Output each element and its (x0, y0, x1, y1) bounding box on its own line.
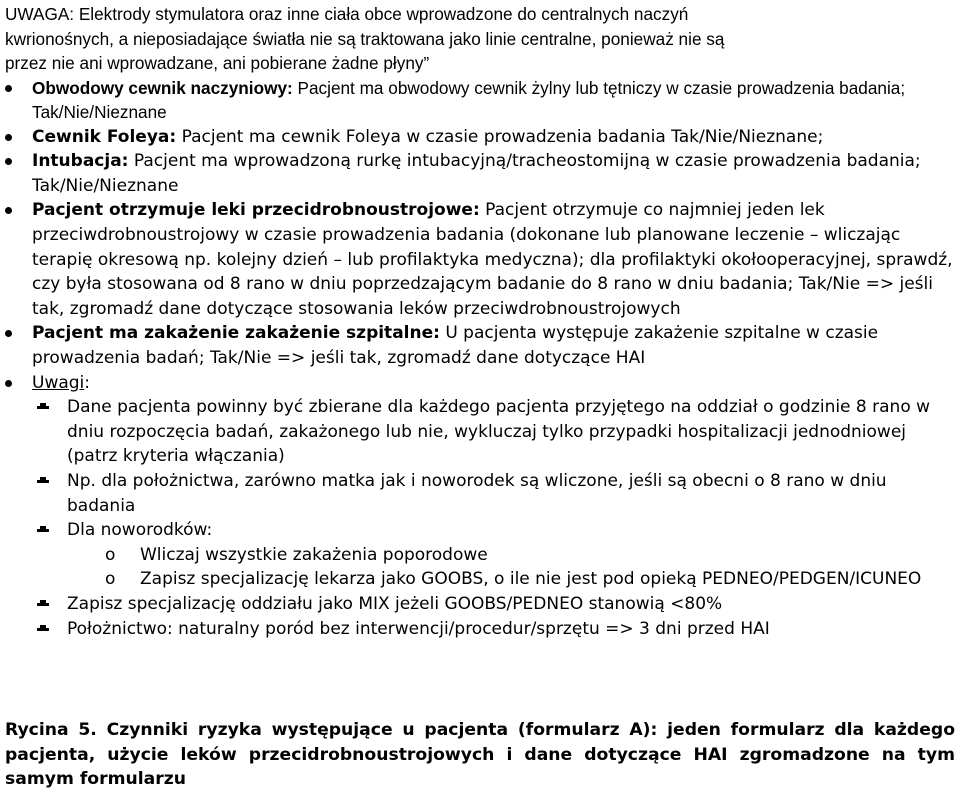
bullet-term: Pacjent ma zakażenie zakażenie szpitalne: (32, 323, 440, 344)
square-bullet-icon (40, 625, 46, 631)
bullet-dot-icon (5, 207, 12, 214)
note-item (5, 469, 960, 518)
bullet-text: Pacjent ma cewnik Foleya w czasie prowadzenia badania Tak/Nie/Nieznane; (176, 126, 824, 147)
bullet-list (5, 76, 960, 642)
circle-bullet-mark: o (105, 569, 116, 590)
bullet-text: Pacjent ma obwodowy cewnik żylny lub tętniczy w czasie prowadzenia badania; Tak/Nie/Nieznane (32, 77, 906, 123)
bullet-item-uwagi (5, 371, 960, 396)
bullet-dot-icon (5, 380, 12, 387)
sub-note-item (5, 543, 960, 568)
intro-note (5, 0, 960, 76)
note-item (5, 395, 960, 469)
sub-note-text: Wliczaj wszystkie zakażenia poporodowe (140, 544, 488, 565)
uwagi-colon: : (84, 372, 91, 393)
square-bullet-icon (40, 403, 46, 409)
bullet-dot-icon (5, 134, 12, 141)
bullet-text: Pacjent otrzymuje co najmniej jeden lek przeciwdrobnoustrojowy w czasie prowadzenia badania (dokonane lub planowane leczenie – wliczając terapię okresową np. kolejny dzień – lub profilaktyka medyczna); dla profilaktyki okołooperacyjnej, sprawdź, czy była stosowana od 8 rano w dniu poprzedzającym badanie do 8 rano w dniu badania; Tak/Nie => jeśli tak, zgromadź dane dotyczące stosowania leków przeciwdrobnoustrojowych (32, 200, 953, 319)
bullet-term: Obwodowy cewnik naczyniowy: (32, 77, 293, 98)
intro-line: przez nie ani wprowadzane, ani pobierane żadne płyny” (5, 53, 430, 73)
bullet-item-cewnik-foleya (5, 125, 960, 150)
figure-caption: Rycina 5. Czynniki ryzyka występujące u pacjenta (formularz A): jeden formularz dla każdego pacjenta, użycie leków przecidrobnoustrojowych i dane dotyczące HAI zgromadzone na tym samym formularzu (5, 720, 955, 790)
note-item (5, 617, 960, 642)
uwagi-label: Uwagi (32, 372, 85, 393)
document-page (5, 0, 960, 641)
square-bullet-icon (40, 600, 46, 606)
note-item (5, 518, 960, 543)
bullet-term: Cewnik Foleya: (32, 126, 177, 147)
bullet-text: Pacjent ma wprowadzoną rurkę intubacyjną/tracheostomijną w czasie prowadzenia badania; Tak/Nie/Nieznane (32, 151, 921, 196)
bullet-term: Intubacja: (32, 151, 129, 172)
bullet-item-leki (5, 198, 960, 321)
bullet-term: Pacjent otrzymuje leki przecidrobnoustrojowe: (32, 200, 480, 221)
square-bullet-icon (40, 477, 46, 483)
bullet-item-zakazenie (5, 321, 960, 370)
bullet-dot-icon (5, 330, 12, 337)
circle-bullet-mark: o (105, 544, 116, 565)
bullet-item-intubacja (5, 149, 960, 198)
note-item (5, 592, 960, 617)
sub-note-item (5, 567, 960, 592)
sub-note-text: Zapisz specjalizację lekarza jako GOOBS, o ile nie jest pod opieką PEDNEO/PEDGEN/ICUNEO (140, 569, 922, 590)
bullet-dot-icon (5, 85, 12, 92)
note-text: Np. dla położnictwa, zarówno matka jak i noworodek są wliczone, jeśli są obecni o 8 rano w dniu badania (67, 471, 887, 516)
note-text: Dla noworodków: (67, 520, 213, 541)
note-text: Dane pacjenta powinny być zbierane dla każdego pacjenta przyjętego na oddział o godzinie 8 rano w dniu rozpoczęcia badań, zakażonego lub nie, wykluczaj tylko przypadki hospitalizacji jednodniowej (patrz kryteria włączania) (67, 397, 931, 467)
bullet-text: U pacjenta występuje zakażenie szpitalne w czasie prowadzenia badań; Tak/Nie => jeśli tak, zgromadź dane dotyczące HAI (32, 323, 879, 369)
intro-line: UWAGA: Elektrody stymulatora oraz inne ciała obce wprowadzone do centralnych naczyń (5, 4, 689, 24)
bullet-item-obwodowy-cewnik (5, 76, 960, 125)
note-text: Położnictwo: naturalny poród bez interwencji/procedur/sprzętu => 3 dni przed HAI (67, 618, 770, 639)
intro-line: kwrionośnych, a nieposiadające światła nie są traktowana jako linie centralne, ponieważ nie są (5, 28, 725, 49)
bullet-dot-icon (5, 158, 12, 165)
square-bullet-icon (40, 526, 46, 532)
note-text: Zapisz specjalizację oddziału jako MIX jeżeli GOOBS/PEDNEO stanowią <80% (67, 593, 723, 614)
